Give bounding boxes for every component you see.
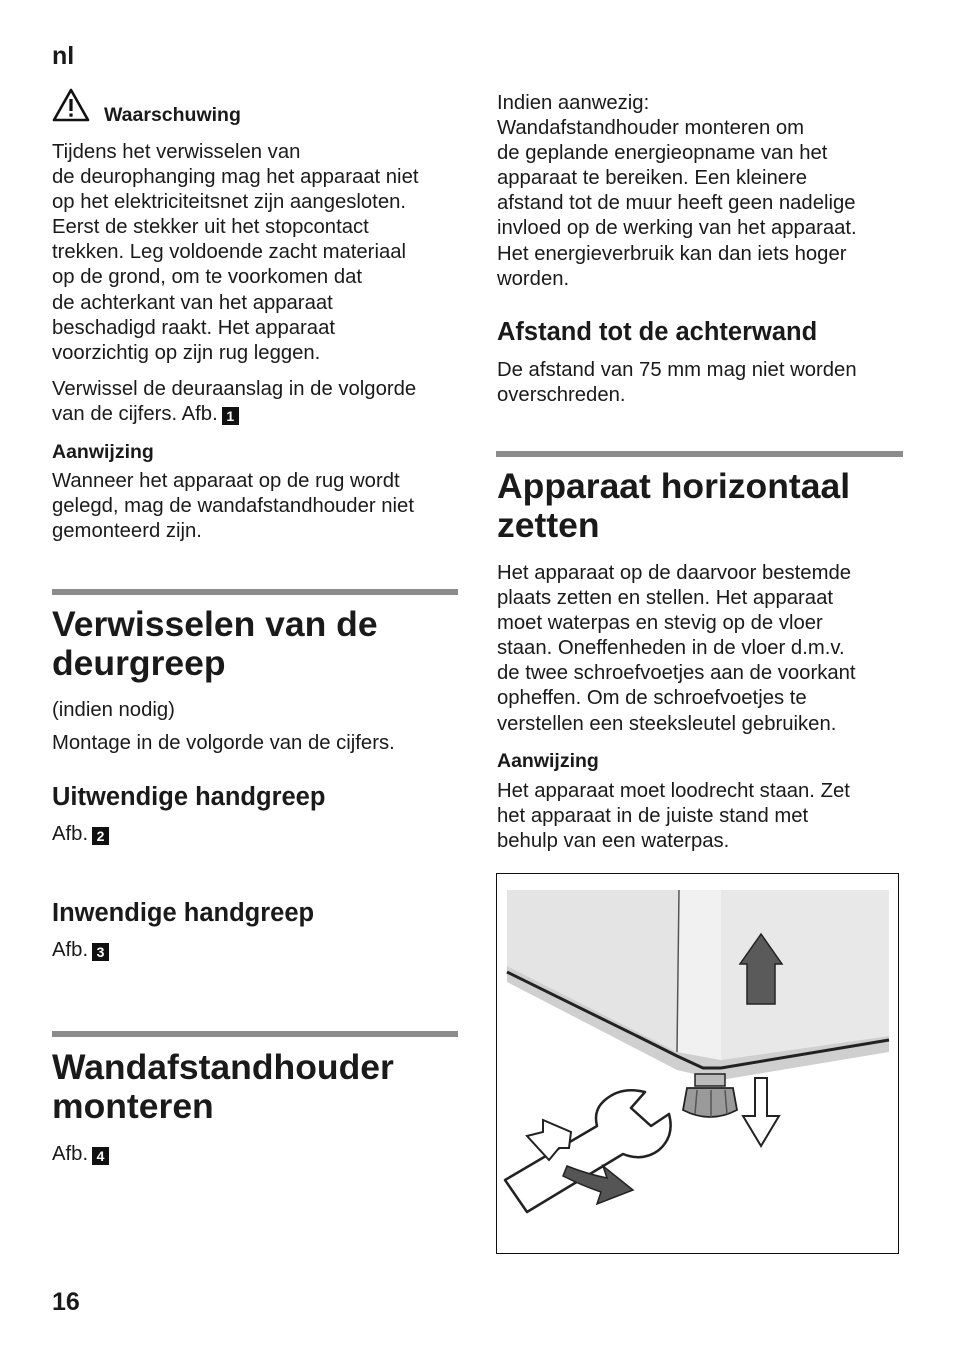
swap-line-ref	[52, 402, 416, 427]
level-line: Het apparaat op de daarvoor bestemde	[497, 562, 852, 584]
illustration-svg	[497, 874, 897, 1252]
intro-line: Indien aanwezig:	[497, 92, 650, 114]
page-number: 16	[52, 1288, 80, 1316]
intro-line: invloed op de werking van het apparaat.	[497, 217, 857, 240]
level-line: opheffen. Om de schroefvoetjes te	[497, 687, 807, 710]
swap-instruction	[52, 377, 416, 427]
section-title-level	[497, 467, 850, 545]
warning-line: op de grond, om te voorkomen dat	[52, 266, 363, 289]
warning-line: beschadigd raakt. Het apparaat	[52, 316, 335, 339]
title-line: monteren	[52, 1086, 214, 1126]
note-line: gemonteerd zijn.	[52, 520, 202, 543]
warning-label: Waarschuwing	[104, 104, 241, 126]
ref-text: Afb.	[52, 1143, 89, 1165]
section-rule	[52, 589, 458, 595]
title-line: Wandafstandhouder	[52, 1047, 394, 1087]
ref-text: Afb.	[52, 939, 89, 961]
handle-order-note: Montage in de volgorde van de cijfers.	[52, 732, 395, 754]
intro-line: de geplande energieopname van het	[497, 142, 828, 165]
outer-handle-ref	[52, 822, 109, 847]
title-line: Apparaat horizontaal	[497, 466, 851, 506]
section-title-handle	[52, 605, 378, 683]
section-title-spacer	[52, 1048, 394, 1126]
intro-line: apparaat te bereiken. Een kleinere	[497, 167, 808, 190]
note-text	[497, 779, 850, 854]
adjustable-foot	[683, 1074, 737, 1118]
leveling-foot-illustration	[496, 873, 899, 1254]
intro-line: afstand tot de muur heeft geen nadelige	[497, 192, 856, 215]
figure-ref-badge: 4	[92, 1147, 109, 1165]
warning-text	[52, 140, 418, 366]
spacer-ref	[52, 1142, 109, 1167]
swap-ref-text: van de cijfers. Afb.	[52, 403, 218, 426]
note-line: Het apparaat moet loodrecht staan. Zet	[497, 780, 850, 802]
level-line: moet waterpas en stevig op de vloer	[497, 612, 823, 635]
section-rule	[496, 451, 903, 457]
ref-text: Afb.	[52, 823, 89, 845]
appliance-side-panel	[721, 890, 889, 1060]
appliance-gap	[677, 890, 721, 1060]
level-line: staan. Oneffenheden in de vloer d.m.v.	[497, 637, 845, 660]
spacer-intro-text	[497, 91, 857, 292]
language-code: nl	[52, 42, 75, 70]
warning-line: Eerst de stekker uit het stopcontact	[52, 216, 369, 239]
warning-line: op het elektriciteitsnet zijn aangesloten.	[52, 191, 407, 214]
warning-line: trekken. Leg voldoende zacht materiaal	[52, 241, 407, 264]
appliance-door-panel	[507, 890, 679, 1052]
distance-line: De afstand van 75 mm mag niet worden	[497, 359, 857, 381]
arrow-down-icon	[743, 1078, 779, 1146]
swap-line: Verwissel de deuraanslag in de volgorde	[52, 378, 417, 400]
intro-line: Wandafstandhouder monteren om	[497, 117, 805, 140]
note-line: gelegd, mag de wandafstandhouder niet	[52, 495, 414, 518]
warning-line: de achterkant van het apparaat	[52, 291, 333, 314]
note-line: Wanneer het apparaat op de rug wordt	[52, 470, 400, 492]
figure-ref-badge: 1	[222, 407, 239, 425]
level-line: verstellen een steeksleutel gebruiken.	[497, 712, 837, 735]
title-line: deurgreep	[52, 643, 226, 683]
note-text	[52, 469, 414, 544]
warning-line: voorzichtig op zijn rug leggen.	[52, 341, 321, 364]
intro-line: Het energieverbruik kan dan iets hoger	[497, 242, 847, 265]
intro-line: worden.	[497, 267, 570, 290]
level-line: plaats zetten en stellen. Het apparaat	[497, 587, 833, 610]
title-line: Verwisselen van de	[52, 604, 378, 644]
handle-optional-note: (indien nodig)	[52, 699, 175, 721]
note-title: Aanwijzing	[497, 750, 599, 772]
note-line: behulp van een waterpas.	[497, 830, 730, 853]
level-text	[497, 561, 856, 737]
note-title: Aanwijzing	[52, 441, 154, 463]
inner-handle-title: Inwendige handgreep	[52, 899, 315, 927]
distance-text	[497, 358, 857, 408]
level-line: de twee schroefvoetjes aan de voorkant	[497, 662, 856, 685]
figure-ref-badge: 2	[92, 827, 109, 845]
wrench-icon	[505, 1090, 671, 1212]
distance-line: overschreden.	[497, 384, 626, 407]
inner-handle-ref	[52, 938, 109, 963]
distance-title: Afstand tot de achterwand	[497, 318, 818, 346]
warning-line: Tijdens het verwisselen van	[52, 141, 301, 163]
outer-handle-title: Uitwendige handgreep	[52, 783, 326, 811]
warning-triangle-icon	[52, 88, 90, 122]
section-rule	[52, 1031, 458, 1037]
note-line: het apparaat in de juiste stand met	[497, 805, 809, 828]
title-line: zetten	[497, 505, 600, 545]
warning-line: de deurophanging mag het apparaat niet	[52, 166, 419, 189]
figure-ref-badge: 3	[92, 943, 109, 961]
